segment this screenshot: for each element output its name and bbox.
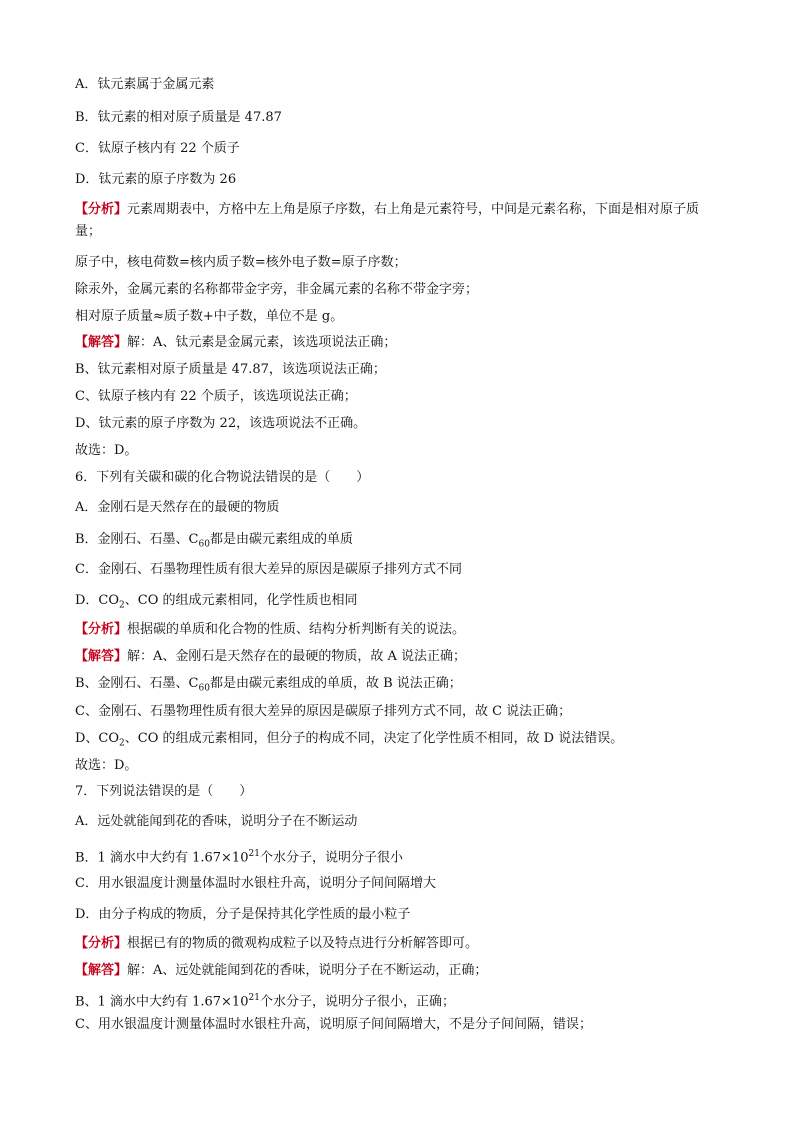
answer-text: B、金刚石、石墨、C xyxy=(75,676,199,691)
q6-answer-d xyxy=(75,730,623,753)
answer-text: 解：A、金刚石是天然存在的最硬的物质，故 A 说法正确； xyxy=(127,649,467,664)
q7-answer-c: C、用水银温度计测量体温时水银柱升高，说明原子间间隔增大，不是分子间间隔，错误； xyxy=(75,1017,592,1032)
option-b: B．钛元素的相对原子质量是 47.87 xyxy=(75,110,282,125)
answer-text: B、1 滴水中大约有 1.67×10 xyxy=(75,994,249,1010)
q7-analysis xyxy=(75,935,478,953)
answer-text: 、CO 的组成元素相同，但分子的构成不同，决定了化学性质不相同，故 D 说法错误。 xyxy=(124,731,624,746)
q6-answer-c: C、金刚石、石墨物理性质有很大差异的原因是碳原子排列方式不同，故 C 说法正确； xyxy=(75,704,572,719)
q6-answer-b xyxy=(75,675,462,698)
subscript: 60 xyxy=(198,539,210,550)
q7-option-b xyxy=(75,845,403,867)
subscript: 2 xyxy=(119,738,125,749)
analysis-line: 除汞外，金属元素的名称都带金字旁，非金属元素的名称不带金字旁； xyxy=(75,282,479,297)
q7-option-a: A．远处就能闻到花的香味，说明分子在不断运动 xyxy=(75,814,358,829)
answer-label: 【解答】 xyxy=(75,335,128,350)
q6-option-d-text: 、CO 的组成元素相同，化学性质也相同 xyxy=(124,593,358,608)
analysis-text: 根据已有的物质的微观构成粒子以及特点进行分析解答即可。 xyxy=(127,936,479,951)
q6-option-b-text: B．金刚石、石墨、C xyxy=(75,532,199,547)
answer-label: 【解答】 xyxy=(75,649,128,664)
question-7-stem: 7．下列说法错误的是（ ） xyxy=(75,784,253,799)
q6-option-a: A．金刚石是天然存在的最硬的物质 xyxy=(75,500,280,515)
analysis-text: 根据碳的单质和化合物的性质、结构分析判断有关的说法。 xyxy=(127,622,466,637)
analysis-line: 原子中，核电荷数=核内质子数=核外电子数=原子序数； xyxy=(75,255,407,270)
answer-label: 【解答】 xyxy=(75,963,128,978)
q6-answer-choice: 故选：D。 xyxy=(75,758,138,773)
answer-text: 都是由碳元素组成的单质，故 B 说法正确； xyxy=(209,676,462,691)
q6-analysis xyxy=(75,621,465,639)
q7-answer-a xyxy=(75,962,487,980)
analysis-label: 【分析】 xyxy=(75,936,128,951)
answer-text: D、CO xyxy=(75,731,120,746)
option-a: A．钛元素属于金属元素 xyxy=(75,77,215,92)
analysis-label: 【分析】 xyxy=(75,202,128,217)
answer-text: 解：A、远处就能闻到花的香味，说明分子在不断运动，正确； xyxy=(127,963,488,978)
superscript: 21 xyxy=(248,993,260,1003)
subscript: 60 xyxy=(198,683,210,694)
analysis-label: 【分析】 xyxy=(75,622,128,637)
analysis-text: 元素周期表中，方格中左上角是原子序数，右上角是元素符号，中间是元素名称，下面是相对原子质量； xyxy=(75,202,700,239)
q7-option-c: C．用水银温度计测量体温时水银柱升高，说明分子间间隔增大 xyxy=(75,876,436,891)
q6-answer-a xyxy=(75,648,466,666)
q7-option-d: D．由分子构成的物质，分子是保持其化学性质的最小粒子 xyxy=(75,907,411,922)
q7-answer-b xyxy=(75,989,455,1011)
superscript: 21 xyxy=(248,849,260,859)
q6-option-c: C．金刚石、石墨物理性质有很大差异的原因是碳原子排列方式不同 xyxy=(75,562,462,577)
option-c: C．钛原子核内有 22 个质子 xyxy=(75,141,240,156)
answer-line xyxy=(75,334,396,352)
question-6-stem: 6．下列有关碳和碳的化合物说法错误的是（ ） xyxy=(75,470,370,485)
analysis-line: 相对原子质量≈质子数+中子数，单位不是 g。 xyxy=(75,309,344,324)
q7-option-b-text: 个水分子，说明分子很小 xyxy=(259,850,403,866)
answer-line: B、钛元素相对原子质量是 47.87，该选项说法正确； xyxy=(75,362,386,377)
q6-option-b xyxy=(75,531,353,554)
answer-line: C、钛原子核内有 22 个质子，该选项说法正确； xyxy=(75,389,357,404)
answer-line: D、钛元素的原子序数为 22，该选项说法不正确。 xyxy=(75,416,367,431)
answer-choice: 故选：D。 xyxy=(75,443,138,458)
answer-text: 解：A、钛元素是金属元素，该选项说法正确； xyxy=(127,335,397,350)
q6-option-b-text: 都是由碳元素组成的单质 xyxy=(209,532,353,547)
option-d: D．钛元素的原子序数为 26 xyxy=(75,172,237,187)
analysis-paragraph xyxy=(75,199,725,243)
answer-text: 个水分子，说明分子很小，正确； xyxy=(259,994,455,1010)
subscript: 2 xyxy=(119,600,125,611)
q7-option-b-text: B．1 滴水中大约有 1.67×10 xyxy=(75,850,249,866)
q6-option-d xyxy=(75,592,358,615)
q6-option-d-text: D．CO xyxy=(75,593,120,608)
